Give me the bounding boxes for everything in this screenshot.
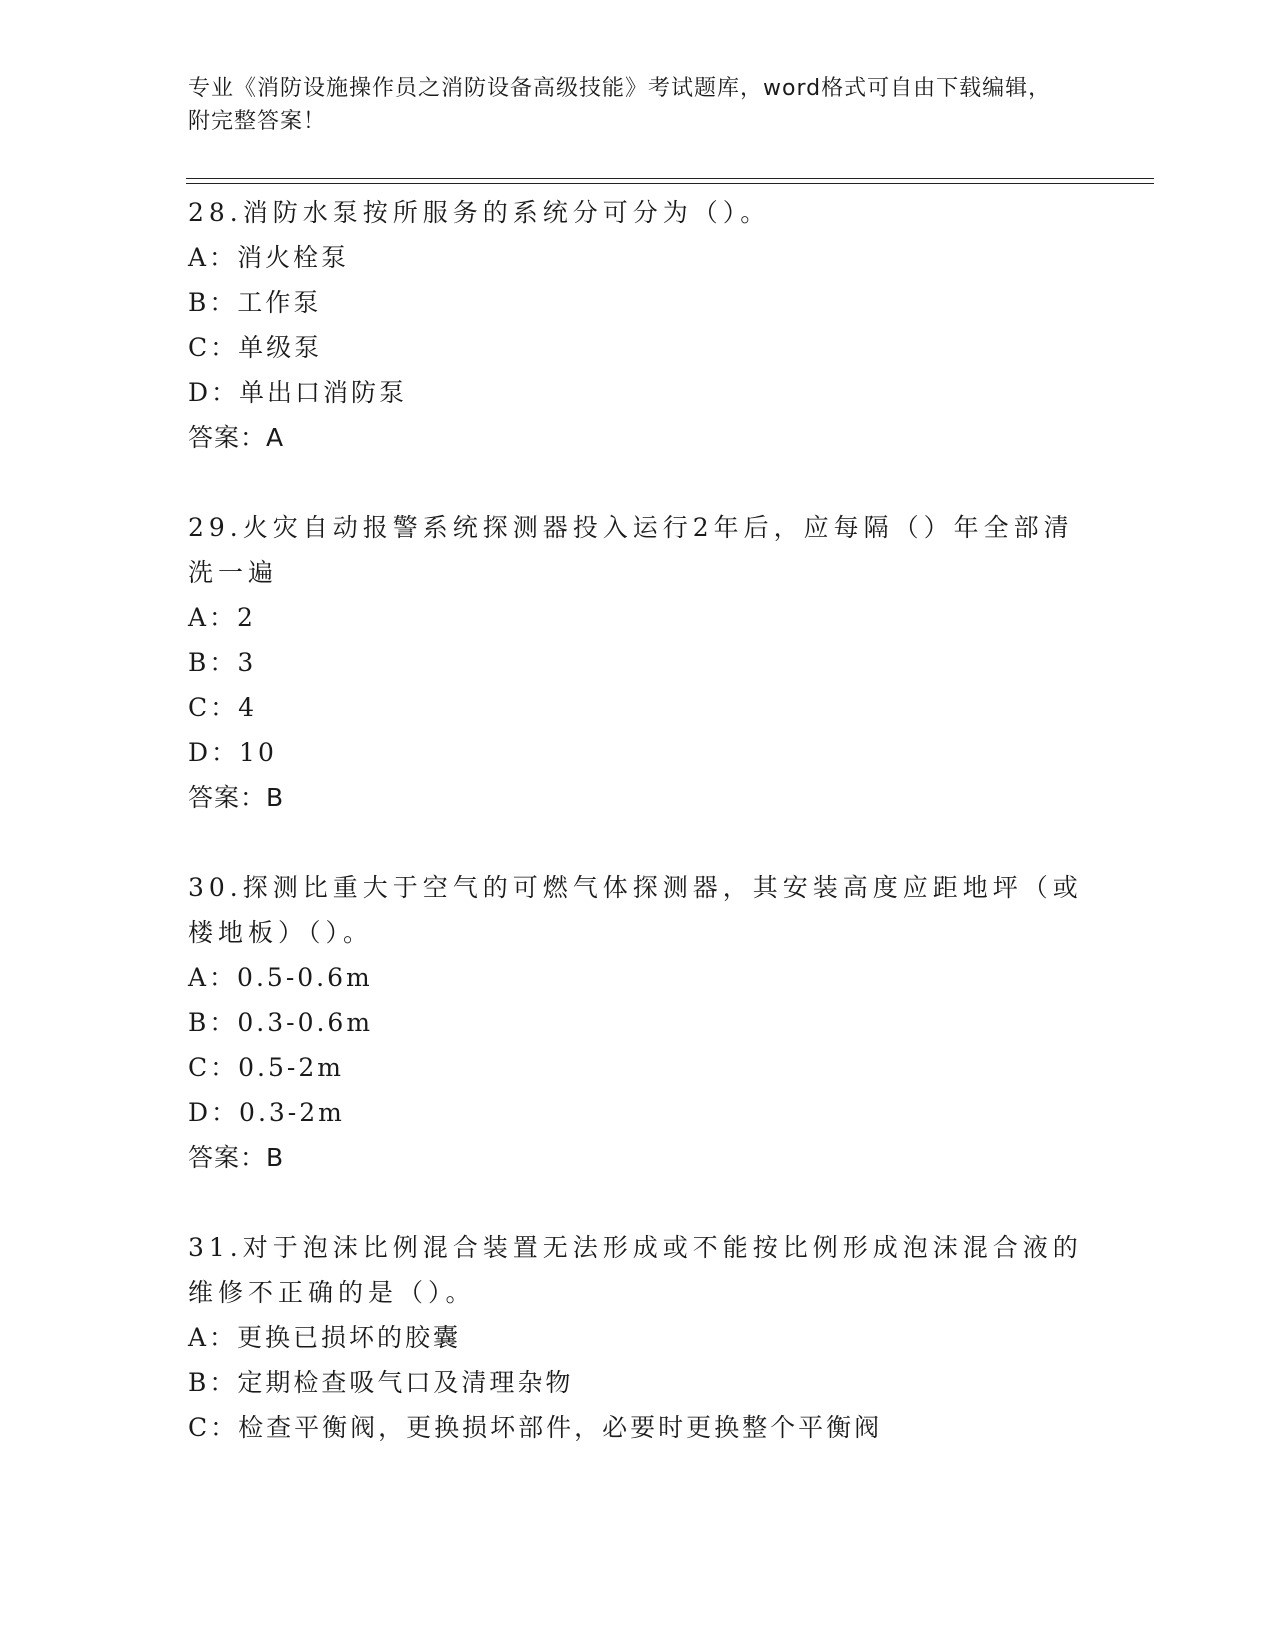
option-b: B：3 (188, 648, 257, 677)
option-a: A：更换已损坏的胶囊 (188, 1323, 462, 1352)
header-rule-bottom (186, 183, 1154, 184)
option-c: C：检查平衡阀，更换损坏部件，必要时更换整个平衡阀 (188, 1413, 883, 1442)
answer-line: 答案：B (188, 1143, 285, 1172)
header-rule-top (186, 178, 1154, 179)
option-d: D：0.3-2m (188, 1098, 345, 1127)
option-d: D：单出口消防泵 (188, 378, 408, 407)
option-a: A：2 (188, 603, 256, 632)
option-a: A：消火栓泵 (188, 243, 350, 272)
option-d: D：10 (188, 738, 277, 767)
question-31 (188, 1225, 1088, 1450)
answer-line: 答案：A (188, 423, 285, 452)
question-text: 29.火灾自动报警系统探测器投入运行2年后，应每隔（）年全部清洗一遍 (188, 513, 1074, 587)
option-b: B：0.3-0.6m (188, 1008, 374, 1037)
question-29 (188, 505, 1088, 820)
option-c: C：4 (188, 693, 258, 722)
option-b: B：定期检查吸气口及清理杂物 (188, 1368, 574, 1397)
option-c: C：单级泵 (188, 333, 323, 362)
question-text: 31.对于泡沫比例混合装置无法形成或不能按比例形成泡沫混合液的维修不正确的是（）。 (188, 1233, 1083, 1307)
question-30 (188, 865, 1088, 1180)
question-text: 28.消防水泵按所服务的系统分可分为（）。 (188, 198, 771, 227)
option-b: B：工作泵 (188, 288, 322, 317)
option-c: C：0.5-2m (188, 1053, 344, 1082)
document-header: 专业《消防设施操作员之消防设备高级技能》考试题库，word格式可自由下载编辑，附完整答案！ (188, 76, 1052, 134)
option-a: A：0.5-0.6m (188, 963, 373, 992)
question-text: 30.探测比重大于空气的可燃气体探测器，其安装高度应距地坪（或楼地板）（）。 (188, 873, 1083, 947)
question-list (188, 190, 1088, 1495)
question-28 (188, 190, 1088, 460)
answer-line: 答案：B (188, 783, 285, 812)
